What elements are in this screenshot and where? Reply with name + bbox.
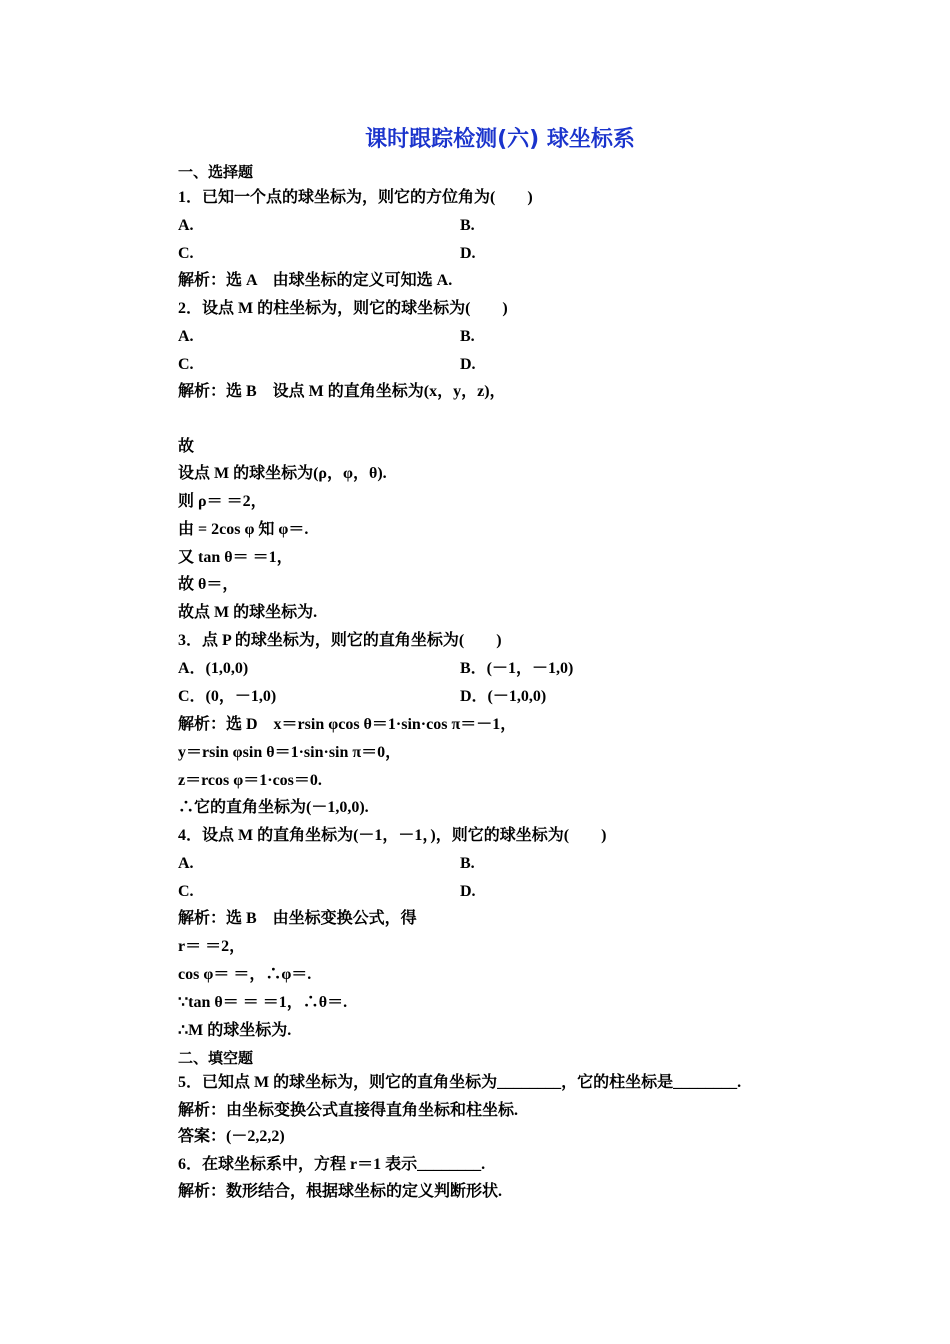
q2-solution-line-4: 则 ρ＝ ＝2， [178,493,267,510]
q4-solution-line-5: ∴M 的球坐标为. [178,1022,292,1039]
q2-solution-line-6: 又 tan θ＝ ＝1， [178,549,293,566]
q4-option-c: C. [178,883,194,900]
q3-option-b: B．(－1，－1,0) [460,660,574,677]
q2-option-b: B. [460,328,475,345]
q4-option-b: B. [460,855,475,872]
q3-option-d: D．(－1,0,0) [460,688,547,705]
q3-option-a: A．(1,0,0) [178,660,249,677]
question-6-stem: 6．在球坐标系中，方程 r＝1 表示________. [178,1156,486,1173]
question-2-stem: 2．设点 M 的柱坐标为，则它的球坐标为( ) [178,300,508,317]
q2-solution-line-5: 由 = 2cos φ 知 φ＝. [178,521,309,538]
q3-solution-line-2: y＝rsin φsin θ＝1·sin·sin π＝0， [178,744,402,761]
q1-option-b: B. [460,217,475,234]
section-heading-fill: 二、填空题 [178,1049,254,1067]
q1-option-a: A. [178,217,194,234]
section-heading-choice: 一、选择题 [178,163,254,181]
question-3-stem: 3．点 P 的球坐标为，则它的直角坐标为( ) [178,632,502,649]
q3-solution-line-1: 解析：选 D x＝rsin φcos θ＝1·sin·cos π＝－1， [178,716,517,733]
q2-solution-line-7: 故 θ＝， [178,576,239,593]
q4-option-d: D. [460,883,476,900]
question-5-stem: 5．已知点 M 的球坐标为，则它的直角坐标为________，它的柱坐标是________. [178,1074,742,1091]
q4-solution-line-1: 解析：选 B 由坐标变换公式，得 [178,910,417,927]
q2-solution-line-2: 故 [178,438,195,455]
q5-answer: 答案：(－2,2,2) [178,1128,285,1145]
q4-solution-line-2: r＝ ＝2， [178,938,246,955]
q1-option-d: D. [460,245,476,262]
q3-option-c: C．(0，－1,0) [178,688,277,705]
q1-solution: 解析：选 A 由球坐标的定义可知选 A. [178,272,453,289]
q5-solution: 解析：由坐标变换公式直接得直角坐标和柱坐标. [178,1102,519,1119]
q2-option-d: D. [460,356,476,373]
question-1-stem: 1．已知一个点的球坐标为，则它的方位角为( ) [178,189,533,206]
q4-solution-line-4: ∵tan θ＝ ＝ ＝1，∴θ＝. [178,994,348,1011]
q1-option-c: C. [178,245,194,262]
q4-option-a: A. [178,855,194,872]
q4-solution-line-3: cos φ＝ ＝，∴φ＝. [178,966,312,983]
q2-solution-line-8: 故点 M 的球坐标为. [178,604,318,621]
q3-solution-line-3: z＝rcos φ＝1·cos＝0. [178,772,322,789]
question-4-stem: 4．设点 M 的直角坐标为(－1，－1，)，则它的球坐标为( ) [178,827,607,844]
q2-option-a: A. [178,328,194,345]
q6-solution: 解析：数形结合，根据球坐标的定义判断形状. [178,1183,503,1200]
q2-option-c: C. [178,356,194,373]
q2-solution-line-3: 设点 M 的球坐标为(ρ，φ，θ). [178,465,387,482]
q3-solution-line-4: ∴它的直角坐标为(－1,0,0). [178,799,369,816]
page-title: 课时跟踪检测(六) 球坐标系 [365,127,635,152]
q2-solution-line-1: 解析：选 B 设点 M 的直角坐标为(x，y，z)， [178,383,506,400]
